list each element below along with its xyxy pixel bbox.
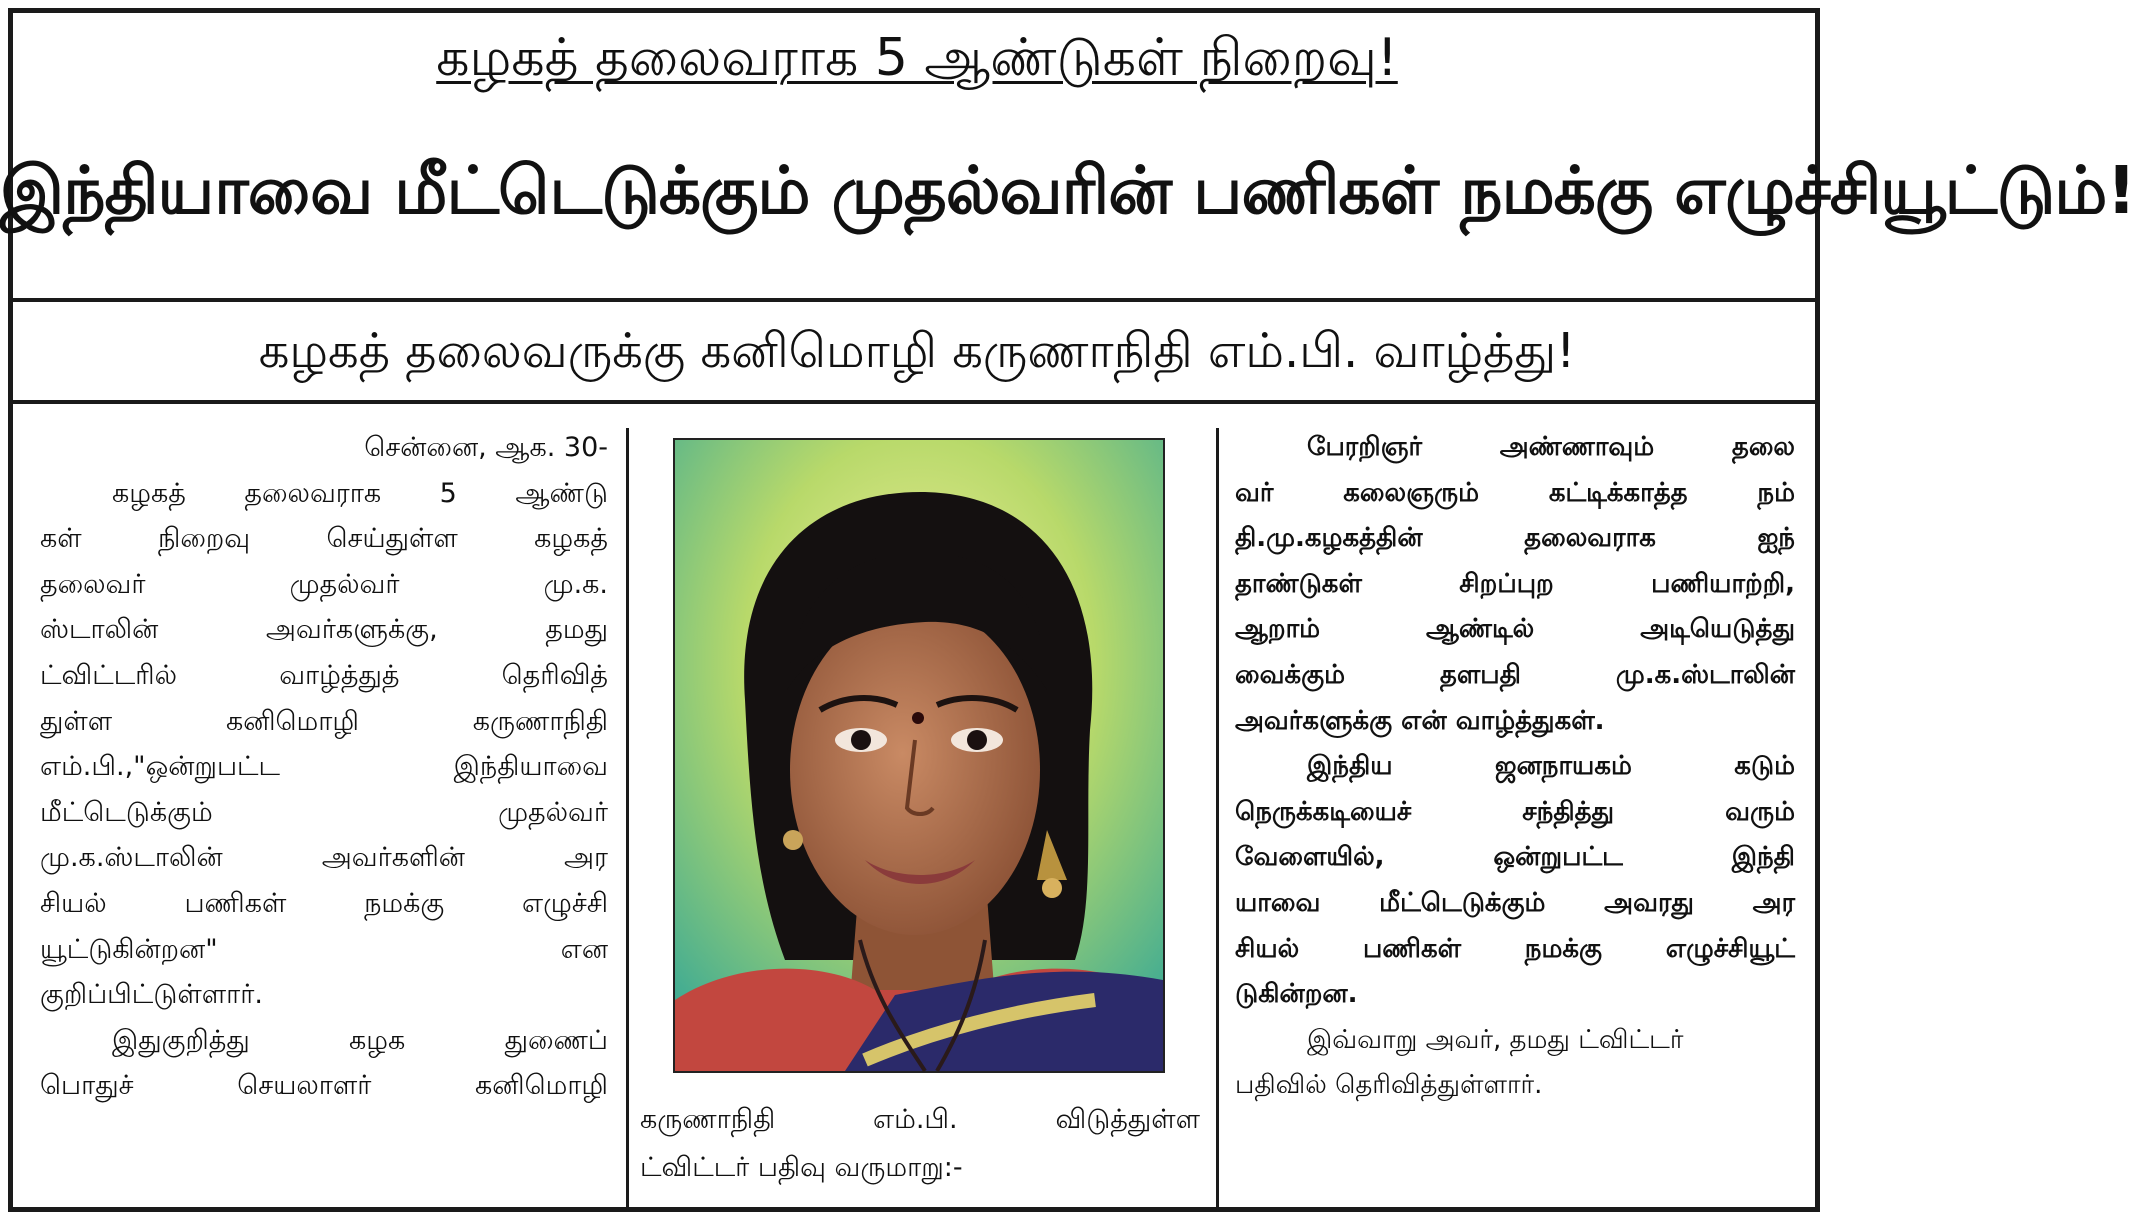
- portrait-photo: [673, 438, 1165, 1073]
- body-line: கழகத் தலைவராக 5 ஆண்டு: [112, 477, 608, 509]
- body-line: சியல் பணிகள் நமக்கு எழுச்சி: [40, 887, 608, 919]
- body-line: யாவை மீட்டெடுக்கும் அவரது அர: [1235, 887, 1795, 918]
- headline-divider: [8, 298, 1820, 302]
- dateline: சென்னை, ஆக. 30-: [364, 432, 608, 463]
- body-line: மு.க.ஸ்டாலின் அவர்களின் அர: [40, 842, 608, 874]
- article-column-right: [1235, 425, 1795, 1109]
- subheadline: கழகத் தலைவருக்கு கனிமொழி கருணாநிதி எம்.பி. வாழ்த்து!: [258, 323, 1576, 379]
- photo-caption: [640, 1096, 1200, 1192]
- column-divider-right: [1216, 428, 1219, 1208]
- article-column-left: [40, 425, 608, 1109]
- body-line: குறிப்பிட்டுள்ளார்.: [40, 979, 263, 1011]
- body-line: துள்ள கனிமொழி கருணாநிதி: [40, 705, 608, 737]
- body-line: நெருக்கடியைச் சந்தித்து வரும்: [1235, 796, 1795, 827]
- body-line: வேளையில், ஒன்றுபட்ட இந்தி: [1235, 842, 1795, 873]
- body-line: எம்.பி.,"ஒன்றுபட்ட இந்தியாவை: [40, 751, 608, 783]
- body-line: யூட்டுகின்றன" என: [40, 933, 608, 965]
- body-line: தலைவர் முதல்வர் மு.க.: [40, 568, 608, 600]
- body-line: கள் நிறைவு செய்துள்ள கழகத்: [40, 523, 608, 555]
- main-headline: இந்தியாவை மீட்டெடுக்கும் முதல்வரின் பணிகள் நமக்கு எழுச்சியூட்டும்!: [0, 152, 2135, 229]
- body-line: சியல் பணிகள் நமக்கு எழுச்சியூட்: [1235, 933, 1795, 964]
- body-line: வைக்கும் தளபதி மு.க.ஸ்டாலின்: [1235, 659, 1795, 690]
- column-divider-left: [626, 428, 629, 1208]
- body-line: மீட்டெடுக்கும் முதல்வர்: [40, 796, 608, 828]
- body-line: ஸ்டாலின் அவர்களுக்கு, தமது: [40, 614, 608, 646]
- caption-line: கருணாநிதி எம்.பி. விடுத்துள்ள: [640, 1104, 1200, 1135]
- body-line: இந்திய ஜனநாயகம் கடும்: [1307, 751, 1795, 782]
- caption-line: ட்விட்டர் பதிவு வருமாறு:-: [640, 1152, 963, 1183]
- body-line: பொதுச் செயலாளர் கனிமொழி: [40, 1070, 608, 1102]
- body-line: தி.மு.கழகத்தின் தலைவராக ஐந்: [1235, 523, 1795, 554]
- body-line: இவ்வாறு அவர், தமது ட்விட்டர்: [1307, 1024, 1684, 1055]
- body-line: பதிவில் தெரிவித்துள்ளார்.: [1235, 1070, 1543, 1101]
- body-line: ஆறாம் ஆண்டில் அடியெடுத்து: [1235, 614, 1795, 645]
- body-line: அவர்களுக்கு என் வாழ்த்துகள்.: [1235, 705, 1605, 736]
- body-line: இதுகுறித்து கழக துணைப்: [112, 1024, 608, 1056]
- kicker-headline: [0, 26, 1834, 90]
- body-line: டுகின்றன.: [1235, 979, 1358, 1010]
- kicker-text: கழகத் தலைவராக 5 ஆண்டுகள் நிறைவு!: [436, 28, 1398, 88]
- portrait-illustration: [675, 440, 1163, 1071]
- subhead-divider: [8, 400, 1820, 404]
- body-line: ட்விட்டரில் வாழ்த்துத் தெரிவித்: [40, 659, 608, 691]
- body-line: பேரறிஞர் அண்ணாவும் தலை: [1307, 432, 1795, 462]
- body-line: வர் கலைஞரும் கட்டிக்காத்த நம்: [1235, 477, 1795, 508]
- body-line: தாண்டுகள் சிறப்புற பணியாற்றி,: [1235, 568, 1795, 599]
